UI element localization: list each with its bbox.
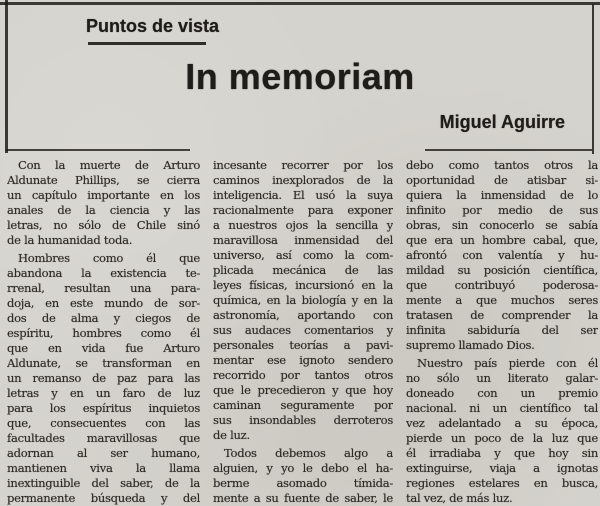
text-line: que en vida fue Arturo (7, 341, 200, 355)
text-line: doja, en este mundo de sor- (7, 296, 200, 310)
text-line: mildad su posición científica, (406, 263, 598, 277)
text-line: facultades maravillosas que (7, 431, 200, 445)
text-line: que le precedieron y que hoy (213, 383, 393, 397)
text-line: Todos debemos algo a (224, 446, 393, 460)
text-line: inteligencia. El usó la suya (213, 188, 393, 202)
text-line: letras, no sólo de Chile sinó (7, 218, 200, 232)
text-line: racionalmente para exponer (213, 203, 393, 217)
text-line: infinito por medio de sus (406, 203, 598, 217)
article-body (7, 158, 598, 506)
text-line: Nuestro país pierde con él (417, 356, 598, 370)
text-line: Aldunate Phillips, se cierra (7, 173, 200, 187)
text-line: que era un hombre cabal, que, (406, 233, 598, 247)
clipping-border-top (0, 2, 600, 5)
text-line: vez adelantado a su época, (406, 416, 598, 430)
text-line: inextinguible del saber, de la (7, 476, 200, 490)
paragraph (213, 446, 393, 506)
text-line: afrontó con valentía y hu- (406, 248, 598, 262)
text-line: no sólo un literato galar- (406, 371, 598, 385)
article-column-3 (406, 158, 598, 506)
text-line: mente a su fuente de saber, le (213, 491, 393, 505)
text-line: un capítulo importante en los (7, 188, 200, 202)
text-line: doneado con un premio (406, 386, 598, 400)
paragraph (213, 158, 393, 443)
article-column-2 (213, 158, 393, 506)
text-line: universo, así como la com- (213, 248, 393, 262)
paragraph (7, 158, 200, 248)
text-line: a nuestros ojos la sencilla y (213, 218, 393, 232)
text-line: quiera la inmensidad de lo (406, 188, 598, 202)
article-title: In memoriam (185, 56, 415, 97)
kicker-underline (88, 42, 206, 45)
paragraph (7, 251, 200, 506)
text-line: un remanso de paz para las (7, 371, 200, 385)
text-line: caminan seguramente por (213, 398, 393, 412)
text-line: Aldunate, se transforman en (7, 356, 200, 370)
text-line: berme asomado tímida- (213, 476, 393, 490)
text-line: espíritu, hombres como él (7, 326, 200, 340)
text-line: supremo llamado Dios. (406, 338, 535, 352)
text-line: que, consecuentes con las (7, 416, 200, 430)
text-line: rrenal, resultan una para- (7, 281, 200, 295)
text-line: plicada mecánica de las (213, 263, 393, 277)
text-line: infinita sabiduría del ser (406, 323, 598, 337)
text-line: química, en la biología y en la (213, 293, 393, 307)
text-line: mente a que muchos seres (406, 293, 598, 307)
text-line: dos de alma y ciegos de (7, 311, 200, 325)
section-kicker: Puntos de vista (86, 16, 220, 36)
text-line: debo como tantos otros la (406, 158, 598, 172)
text-line: extinguirse, viaja a ignotas (406, 461, 598, 475)
text-line: oportunidad de atisbar si- (406, 173, 598, 187)
text-line: recorrido por tantos otros (213, 368, 393, 382)
text-line: de luz. (213, 428, 250, 442)
text-line: maravillosa inmensidad del (213, 233, 393, 247)
text-line: él irradiaba y que hoy sin (406, 446, 598, 460)
text-line: letras y en un faro de luz (7, 386, 200, 400)
header-rule-left (6, 149, 190, 151)
text-line: obras, sin conocerlo se sabía (406, 218, 598, 232)
text-line: que contribuyó poderosa- (406, 278, 598, 292)
text-line: astronomía, aportando con (213, 308, 393, 322)
text-line: Hombres como él que (18, 251, 200, 265)
text-line: regiones estelares en busca, (406, 476, 598, 490)
text-line: permanente búsqueda y del (7, 491, 200, 505)
text-line: tal vez, de más luz. (406, 491, 513, 505)
text-line: anales de la ciencia y las (7, 203, 200, 217)
text-line: incesante recorrer por los (213, 158, 393, 172)
text-line: mantienen viva la llama (7, 461, 200, 475)
byline-author: Miguel Aguirre (439, 112, 565, 132)
text-line: personales teorías a pavi- (213, 338, 393, 352)
header-rule-right (425, 149, 592, 151)
text-line: caminos inexplorados de la (213, 173, 393, 187)
text-line: mentar ese ignoto sendero (213, 353, 393, 367)
paragraph (406, 356, 598, 506)
text-line: abandona la existencia te- (7, 266, 200, 280)
text-line: para los espíritus inquietos (7, 401, 200, 415)
paragraph (406, 158, 598, 353)
text-line: sus insondables derroteros (213, 413, 393, 427)
text-line: de la humanidad toda. (7, 233, 133, 247)
text-line: adornan al ser humano, (7, 446, 200, 460)
text-line: pierde un poco de la luz que (406, 431, 598, 445)
text-line: tratasen de comprender la (406, 308, 598, 322)
text-line: Con la muerte de Arturo (18, 158, 200, 172)
text-line: nacional. ni un científico tal (406, 401, 598, 415)
text-line: alguien, y yo le debo el ha- (213, 461, 393, 475)
text-line: leyes físicas, incursionó en la (213, 278, 393, 292)
article-column-1 (7, 158, 200, 506)
text-line: sus audaces comentarios y (213, 323, 393, 337)
